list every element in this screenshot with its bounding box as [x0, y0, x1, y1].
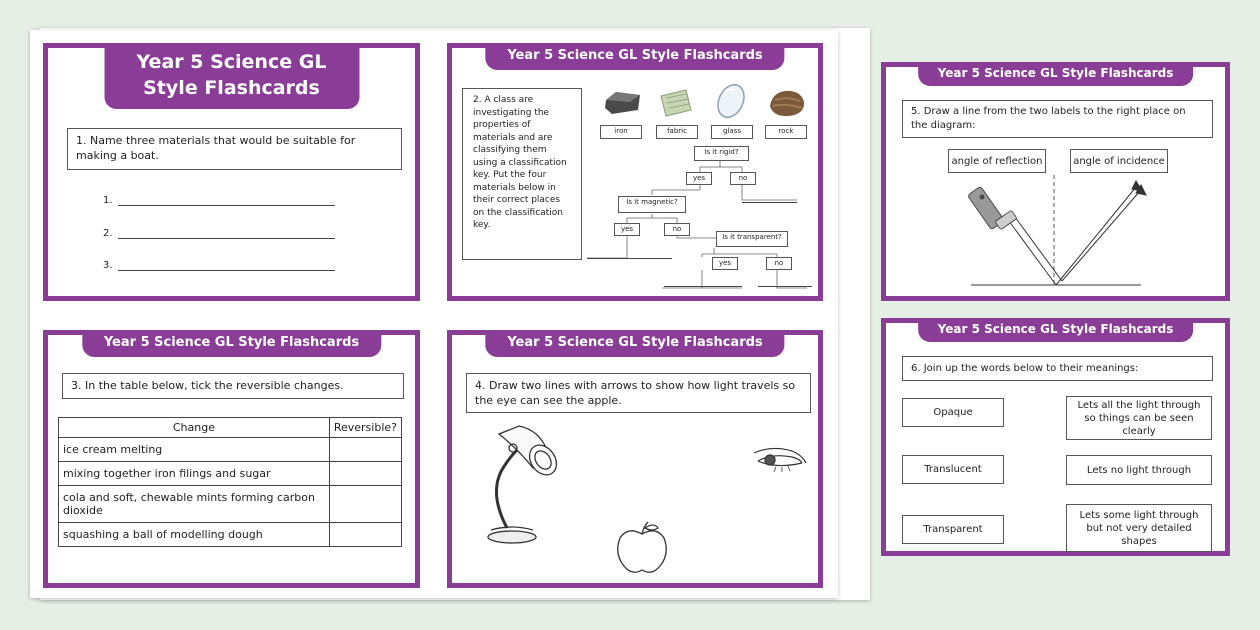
apple-icon	[614, 520, 670, 578]
flashcard-4	[447, 330, 823, 588]
meaning-2[interactable]: Lets no light through	[1066, 455, 1212, 485]
card-header: Year 5 Science GL Style Flashcards	[82, 330, 381, 357]
answer-line-2	[118, 238, 335, 239]
card-header: Year 5 Science GL Style Flashcards	[485, 330, 784, 357]
flashcard-3	[43, 330, 420, 588]
table-header-row	[59, 418, 402, 438]
flashcard-2	[447, 43, 823, 301]
tick-cell[interactable]	[329, 523, 401, 547]
column-header-change: Change	[59, 418, 330, 438]
question-6: 6. Join up the words below to their meanings:	[902, 356, 1213, 381]
tick-cell[interactable]	[329, 438, 401, 462]
title-banner: Year 5 Science GL Style Flashcards	[104, 43, 359, 109]
card-header: Year 5 Science GL Style Flashcards	[918, 318, 1194, 342]
key-question-rigid: Is it rigid?	[694, 146, 749, 161]
key-answer-line-4	[758, 286, 812, 287]
reflection-diagram	[886, 67, 1225, 296]
key-yes-1: yes	[686, 172, 712, 185]
table-row	[59, 438, 402, 462]
answer-label-3: 3.	[103, 260, 113, 271]
word-transparent[interactable]: Transparent	[902, 515, 1004, 544]
torch-icon	[967, 186, 1017, 230]
question-1: 1. Name three materials that would be suitable for making a boat.	[67, 128, 402, 170]
tick-cell[interactable]	[329, 462, 401, 486]
question-5: 5. Draw a line from the two labels to the right place on the diagram:	[902, 100, 1213, 138]
word-opaque[interactable]: Opaque	[902, 398, 1004, 427]
key-question-magnetic: Is it magnetic?	[618, 196, 686, 213]
key-answer-line-3	[664, 286, 742, 287]
key-yes-2: yes	[614, 223, 640, 236]
material-label-glass: glass	[711, 125, 753, 139]
key-no-3: no	[766, 257, 792, 270]
column-header-reversible: Reversible?	[329, 418, 401, 438]
question-2: 2. A class are investigating the properties of materials and are classifying them using a classification key. Put the four materials below in their correct places on the classification key.	[462, 88, 582, 260]
change-cell: squashing a ball of modelling dough	[59, 523, 330, 547]
changes-table	[58, 417, 402, 547]
eye-icon	[752, 445, 808, 475]
label-angle-of-reflection[interactable]: angle of reflection	[948, 149, 1046, 173]
card-header: Year 5 Science GL Style Flashcards	[485, 43, 784, 70]
change-cell: mixing together iron filings and sugar	[59, 462, 330, 486]
key-no-2: no	[664, 223, 690, 236]
meaning-1[interactable]: Lets all the light through so things can be seen clearly	[1066, 396, 1212, 440]
material-label-rock: rock	[765, 125, 807, 139]
label-angle-of-incidence[interactable]: angle of incidence	[1070, 149, 1168, 173]
key-no-1: no	[730, 172, 756, 185]
meaning-3[interactable]: Lets some light through but not very detailed shapes	[1066, 504, 1212, 552]
answer-label-2: 2.	[103, 228, 113, 239]
key-yes-3: yes	[712, 257, 738, 270]
change-cell: ice cream melting	[59, 438, 330, 462]
answer-label-1: 1.	[103, 195, 113, 206]
key-answer-line-1	[587, 258, 672, 259]
key-question-transparent: Is it transparent?	[716, 231, 788, 247]
lamp-icon	[477, 420, 567, 545]
tick-cell[interactable]	[329, 486, 401, 523]
flashcard-6	[881, 318, 1230, 556]
flashcard-title	[43, 43, 420, 301]
answer-line-1	[118, 205, 335, 206]
key-answer-line-2	[742, 202, 797, 203]
answer-line-3	[118, 270, 335, 271]
word-translucent[interactable]: Translucent	[902, 455, 1004, 484]
card-header: Year 5 Science GL Style Flashcards	[918, 62, 1194, 86]
question-4: 4. Draw two lines with arrows to show how light travels so the eye can see the apple.	[466, 373, 811, 413]
table-row	[59, 523, 402, 547]
question-3: 3. In the table below, tick the reversible changes.	[62, 373, 404, 399]
table-row	[59, 486, 402, 523]
table-row	[59, 462, 402, 486]
material-label-fabric: fabric	[656, 125, 698, 139]
change-cell: cola and soft, chewable mints forming carbon dioxide	[59, 486, 330, 523]
material-label-iron: iron	[600, 125, 642, 139]
flashcard-5	[881, 62, 1230, 301]
